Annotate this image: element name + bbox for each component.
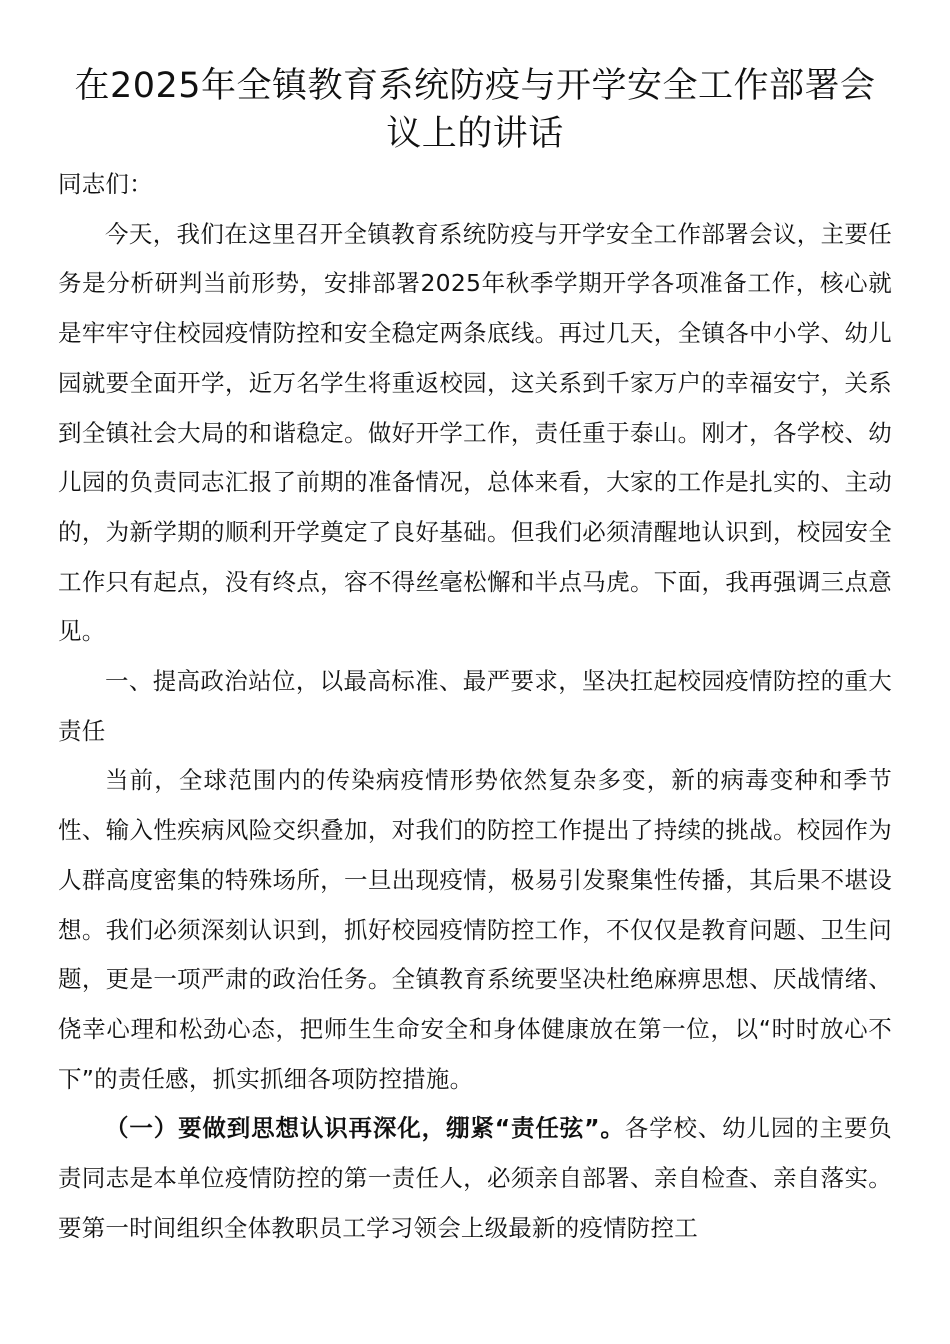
subsection-body: 各学校、幼儿园的主要负责同志是本单位疫情防控的第一责任人，必须亲自部署、亲自检查、亲自落实。要第一时间组织全体教职员工学习领会上级最新的疫情防控工 <box>58 1114 892 1242</box>
subsection-paragraph <box>58 1104 892 1253</box>
subsection-heading: （一）要做到思想认识再深化，绷紧“责任弦”。 <box>105 1114 625 1143</box>
salutation: 同志们： <box>58 170 153 198</box>
paragraph-section-1: 当前，全球范围内的传染病疫情形势依然复杂多变，新的病毒变种和季节性、输入性疾病风险交织叠加，对我们的防控工作提出了持续的挑战。校园作为人群高度密集的特殊场所，一旦出现疫情，极易引发聚集性传播，其后果不堪设想。我们必须深刻认识到，抓好校园疫情防控工作，不仅仅是教育问题、卫生问题，更是一项严肃的政治任务。全镇教育系统要坚决杜绝麻痹思想、厌战情绪、侥幸心理和松劲心态，把师生生命安全和身体健康放在第一位，以“时时放心不下”的责任感，抓实抓细各项防控措施。 <box>58 766 892 1093</box>
document-title: 在2025年全镇教育系统防疫与开学安全工作部署会议上的讲话 <box>74 66 876 154</box>
section-heading-1: 一、提高政治站位，以最高标准、最严要求，坚决扛起校园疫情防控的重大责任 <box>58 667 892 745</box>
paragraph-intro: 今天，我们在这里召开全镇教育系统防疫与开学安全工作部署会议，主要任务是分析研判当前形势，安排部署2025年秋季学期开学各项准备工作，核心就是牢牢守住校园疫情防控和安全稳定两条底线。再过几天，全镇各中小学、幼儿园就要全面开学，近万名学生将重返校园，这关系到千家万户的幸福安宁，关系到全镇社会大局的和谐稳定。做好开学工作，责任重于泰山。刚才，各学校、幼儿园的负责同志汇报了前期的准备情况，总体来看，大家的工作是扎实的、主动的，为新学期的顺利开学奠定了良好基础。但我们必须清醒地认识到，校园安全工作只有起点，没有终点，容不得丝毫松懈和半点马虎。下面，我再强调三点意见。 <box>58 219 892 646</box>
